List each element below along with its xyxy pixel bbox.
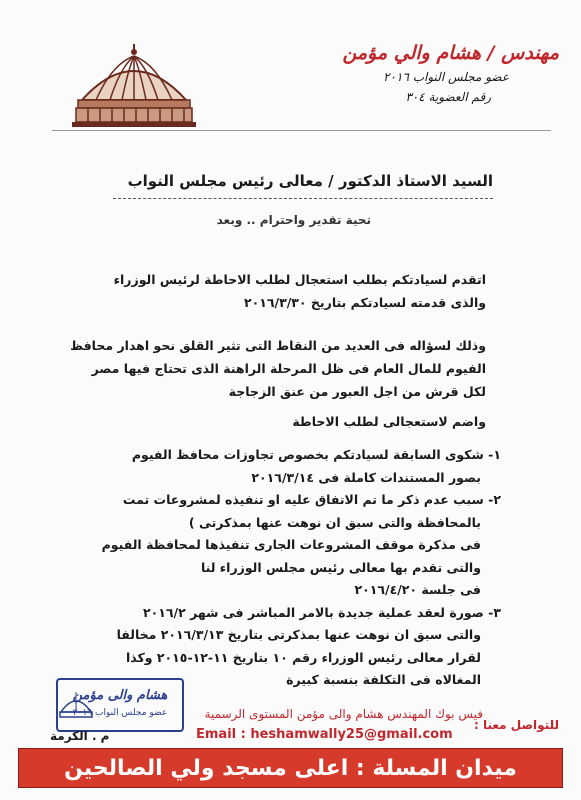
stamp-title: عضو مجلس النواب ٢٠١٦ <box>72 708 168 718</box>
list-item: فى جلسة ٢٠١٦/٤/٢٠ <box>354 582 481 597</box>
official-stamp <box>56 678 184 732</box>
text-line: واضم لاستعجالى لطلب الاحاطة <box>292 414 486 429</box>
sender-member: عضو مجلس النواب ٢٠١٦ <box>383 70 509 84</box>
paragraph-reason <box>46 334 486 403</box>
list-item: بصور المستندات كاملة فى ٢٠١٦/٣/١٤ <box>251 469 481 485</box>
addressee-underline <box>113 198 493 199</box>
facebook-text: فيس بوك المهندس هشام والى مؤمن المستوى الرسمية <box>204 707 483 721</box>
text-line: والذى قدمته لسيادتكم بتاريخ ٢٠١٦/٣/٣٠ <box>244 295 486 310</box>
text-line: اتقدم لسيادتكم بطلب استعجال لطلب الاحاطة لرئيس الوزراء <box>113 272 486 287</box>
addressee-line: السيد الاستاذ الدكتور / معالى رئيس مجلس النواب <box>127 172 493 190</box>
sender-membership: رقم العضوية ٣٠٤ <box>405 90 491 104</box>
contact-label: للتواصل معنا : <box>473 718 559 732</box>
email-text: Email : heshamwally25@gmail.com <box>196 727 453 742</box>
footer-address: ميدان المسلة : اعلى مسجد ولي الصالحين <box>64 755 517 781</box>
list-item: بالمحافظة والتى سبق ان نوهت عنها بمذكرتى ) <box>188 514 481 530</box>
list-item: ١- شكوى السابقة لسيادتكم بخصوص تجاوزات محافظ الفيوم <box>131 447 501 462</box>
list-item: والتى تقدم بها معالى رئيس مجلس الوزراء لنا <box>200 559 481 575</box>
place-text: م . الكرمة <box>50 729 110 743</box>
list-item: ٢- سبب عدم ذكر ما تم الاتفاق عليه او تنفيذه لمشروعات تمت <box>122 492 501 507</box>
header-divider <box>52 130 551 131</box>
list-item: المغالاه فى التكلفة بنسبة كبيرة <box>286 672 481 687</box>
greeting-line: تحية تقدير واحترام .. وبعد <box>216 213 371 227</box>
stamp-name: هشام والى مؤمن <box>72 688 168 703</box>
list-item: لقرار معالى رئيس الوزراء رقم ١٠ بتاريخ ١١-١٢-٢٠١٥ وكذا <box>126 649 481 665</box>
parliament-dome-icon <box>72 42 196 128</box>
paragraph-request <box>46 268 486 314</box>
text-line: وذلك لسؤاله فى العديد من النقاط التى تثير القلق نحو اهدار محافظ <box>70 338 486 353</box>
footer-address-bar <box>18 748 563 788</box>
list-item: والتى سبق ان نوهت عنها بمذكرتى بتاريخ ٢٠١٦/٣/١٣ مخالفا <box>116 627 481 642</box>
attachments-heading <box>46 410 486 433</box>
text-line: لكل قرش من اجل العبور من عنق الزجاجة <box>228 384 486 399</box>
sender-name: مهندس / هشام والي مؤمن <box>342 42 559 64</box>
list-item: فى مذكرة موقف المشروعات الجارى تنفيذها لمحافظة الفيوم <box>101 537 481 552</box>
attachments-list <box>41 444 501 692</box>
list-item: ٣- صورة لعقد عملية جديدة بالامر المباشر فى شهر ٢٠١٦/٢ <box>143 604 501 620</box>
text-line: الفيوم للمال العام فى ظل المرحلة الراهنة الذى تحتاج فيها مصر <box>91 361 486 376</box>
